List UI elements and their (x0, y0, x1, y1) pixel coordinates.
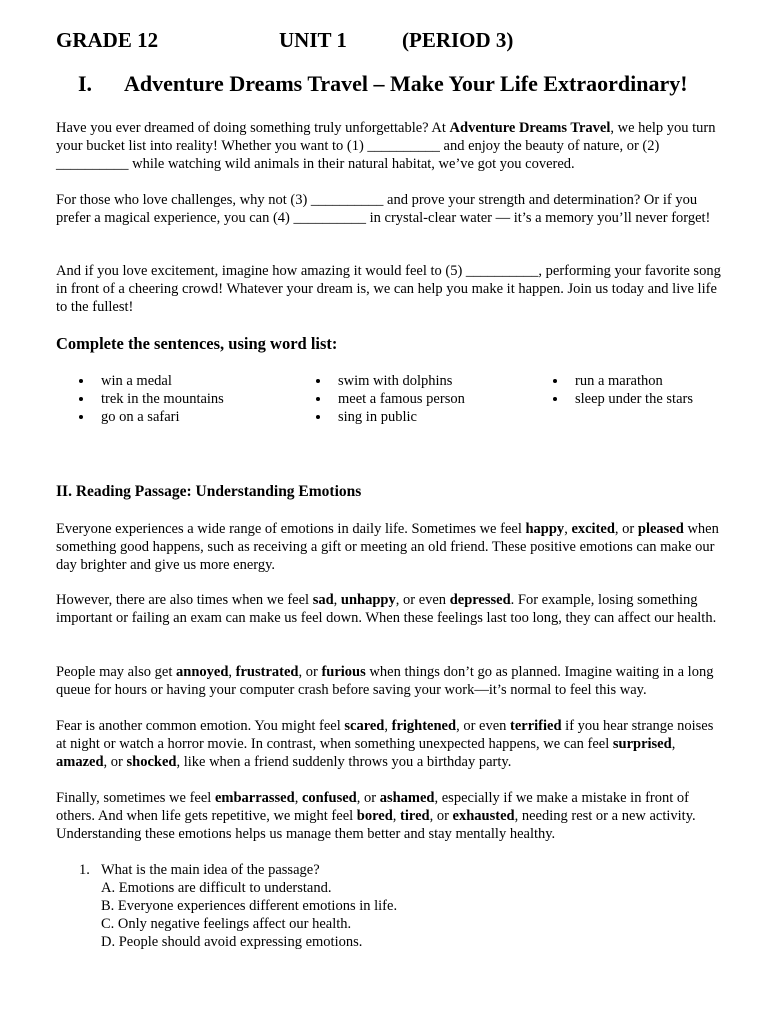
emotion-word: frightened (391, 718, 457, 734)
reading-paragraph-5 (56, 789, 724, 843)
word-list-column-2 (293, 372, 465, 426)
answer-option: C. Only negative feelings affect our health. (101, 916, 352, 932)
paragraph-text: , or even (456, 718, 511, 734)
paragraph-text: Have you ever dreamed of doing something truly unforgettable? At (56, 120, 450, 136)
emotion-word: furious (321, 664, 366, 680)
page-header (56, 28, 726, 57)
paragraph-text: , or (614, 521, 638, 537)
emotion-word: surprised (612, 736, 672, 752)
word-list-item: run a marathon (530, 372, 693, 390)
emotion-word: confused (301, 790, 357, 806)
travel-paragraph-2: For those who love challenges, why not (3) __________ and prove your strength and determination? Or if you prefer a magical experience, you can (4) __________ in crystal-clear water — it’s a memory you’ll never forget! (56, 192, 711, 226)
reading-paragraph-2 (56, 591, 724, 627)
question-text: What is the main idea of the passage? (101, 862, 320, 878)
emotion-word: amazed (56, 754, 104, 770)
word-list-item: meet a famous person (293, 390, 465, 408)
paragraph-text: , or (429, 808, 453, 824)
paragraph-text: , like when a friend suddenly throws you a birthday party. (176, 754, 512, 770)
emotion-word: terrified (510, 718, 562, 734)
emotion-word: embarrassed (214, 790, 295, 806)
travel-paragraph-1 (56, 119, 724, 173)
question-1 (79, 861, 719, 951)
word-list-item: go on a safari (56, 408, 224, 426)
reading-paragraph-3 (56, 663, 724, 699)
paragraph-text: , (333, 592, 341, 608)
word-list-column-3 (530, 372, 693, 408)
paragraph-text: if you hear strange noises at night or watch a horror movie. In contrast, when something unexpected happens, we can feel (56, 718, 714, 752)
emotion-word: shocked (126, 754, 177, 770)
section-1-title-text: Adventure Dreams Travel – Make Your Life Extraordinary! (124, 71, 688, 96)
travel-paragraph-3: And if you love excitement, imagine how amazing it would feel to (5) __________, performing your favorite song in front of a cheering crowd! Whatever your dream is, we can help you make it happen. Join us today and live life to the fullest! (56, 263, 721, 315)
question-number: 1. (79, 862, 90, 878)
period-label: (PERIOD 3) (402, 28, 514, 52)
emotion-word: sad (312, 592, 334, 608)
paragraph-text: , (671, 736, 676, 752)
paragraph-text: , we help you turn your bucket list into reality! Whether you want to (1) __________ and enjoy the beauty of nature, or (2) __________ while watching wild animals in their natural habitat, we’ve got you covered. (56, 120, 716, 172)
reading-paragraph-4 (56, 717, 724, 771)
emotion-word: depressed (449, 592, 511, 608)
paragraph-text: However, there are also times when we feel (56, 592, 313, 608)
emotion-word: scared (344, 718, 385, 734)
paragraph-text: , or even (395, 592, 450, 608)
emotion-word: exhausted (452, 808, 515, 824)
answer-option: D. People should avoid expressing emotions. (101, 934, 363, 950)
question-stem (79, 861, 719, 879)
emotion-word: frustrated (235, 664, 299, 680)
paragraph-text: , (228, 664, 236, 680)
word-list-item: swim with dolphins (293, 372, 465, 390)
paragraph-text: , (392, 808, 401, 824)
paragraph-text: Fear is another common emotion. You might feel (56, 718, 345, 734)
paragraph-text: , or (103, 754, 127, 770)
reading-paragraph-1 (56, 520, 724, 574)
answer-option: B. Everyone experiences different emotions in life. (101, 898, 398, 914)
answer-option: A. Emotions are difficult to understand. (101, 880, 332, 896)
emotion-word: tired (400, 808, 430, 824)
word-list-item: win a medal (56, 372, 224, 390)
paragraph-text: . For example, losing something important or failing an exam can make us feel down. When these feelings last too long, they can affect our health. (56, 592, 717, 626)
emotion-word: bored (356, 808, 393, 824)
emotion-word: happy (525, 521, 565, 537)
emotion-word: unhappy (340, 592, 396, 608)
emotion-word: pleased (637, 521, 684, 537)
paragraph-text: , or (356, 790, 380, 806)
emotion-word: excited (571, 521, 615, 537)
grade-label: GRADE 12 (56, 28, 159, 52)
word-list-item: trek in the mountains (56, 390, 224, 408)
word-list-column-1 (56, 372, 224, 426)
emotion-word: annoyed (176, 664, 229, 680)
section-2-title: II. Reading Passage: Understanding Emotions (56, 483, 362, 500)
word-list-item: sleep under the stars (530, 390, 693, 408)
paragraph-text: , or (298, 664, 322, 680)
company-name: Adventure Dreams Travel (449, 120, 611, 136)
paragraph-text: , (384, 718, 392, 734)
emotion-word: ashamed (379, 790, 435, 806)
paragraph-text: when things don’t go as planned. Imagine waiting in a long queue for hours or having your computer crash before saving your work—it’s normal to feel this way. (56, 664, 714, 698)
paragraph-text: , (564, 521, 572, 537)
paragraph-text: when something good happens, such as receiving a gift or meeting an old friend. These positive emotions can make our day brighter and give us more energy. (56, 521, 719, 573)
unit-label: UNIT 1 (279, 28, 347, 52)
section-1-number: I. (78, 71, 93, 96)
paragraph-text: Everyone experiences a wide range of emotions in daily life. Sometimes we feel (56, 521, 526, 537)
section-1-title (78, 71, 728, 96)
paragraph-text: People may also get (56, 664, 177, 680)
paragraph-text: , especially if we make a mistake in front of others. And when life gets repetitive, we might feel (56, 790, 689, 824)
paragraph-text: , (294, 790, 302, 806)
word-list (56, 372, 726, 432)
paragraph-text: , needing rest or a new activity. Understanding these emotions helps us manage them better and stay mentally healthy. (56, 808, 696, 842)
word-list-instruction: Complete the sentences, using word list: (56, 334, 338, 353)
word-list-item: sing in public (293, 408, 465, 426)
paragraph-text: Finally, sometimes we feel (56, 790, 215, 806)
